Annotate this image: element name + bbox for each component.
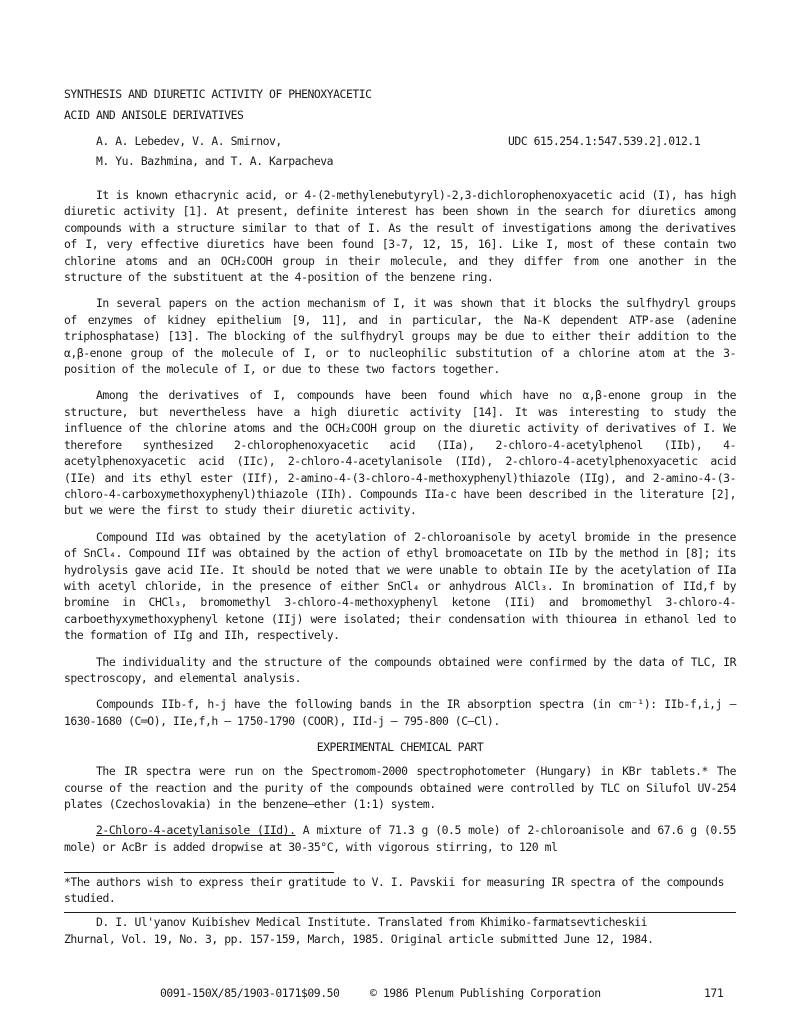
procedure-paragraph — [64, 822, 736, 855]
copyright: © 1986 Plenum Publishing Corporation — [370, 986, 601, 1000]
paragraph-5: The individuality and the structure of the compounds obtained were confirmed by the data of TLC, IR spectroscopy, and elemental analysis. — [64, 654, 736, 685]
paragraph-3: Among the derivatives of I, compounds have been found which have no α,β-enone group in the structure, but nevertheless have a high diuretic activity [14]. It was interesting to study the influence of the chlorine atoms and the OCH₂COOH group on the diuretic activity of derivatives of I. We therefore synthesized 2-chlorophenoxyacetic acid (IIa), 2-chloro-4-acetylphenol (IIb), 4-acetylphenoxyacetic acid (IIc), 2-chloro-4-acetylanisole (IId), 2-chloro-4-acetylphenoxyacetic acid (IIe) and its ethyl ester (IIf), 2-amino-4-(3-chloro-4-methoxyphenyl)thiazole (IIg), and 2-amino-4-(3-chloro-4-carboxymethoxyphenyl)thiazole (IIh). Compounds IIa-c have been described in the literature [2], but we were the first to study their diuretic activity. — [64, 388, 736, 518]
article-title — [64, 84, 372, 126]
paragraph-6: Compounds IIb-f, h-j have the following bands in the IR absorption spectra (in cm⁻¹): IIb-f,i,j — 1630-1680 (C═O), IIe,f,h — 1750-1790 (COOR), IId-j — 795-800 (C—Cl). — [64, 697, 736, 728]
paragraph-2: In several papers on the action mechanism of I, it was shown that it blocks the sulfhydryl groups of enzymes of kidney epithelium [9, 11], and in particular, the Na-K dependent ATP-ase (adenine triphosphatase) [13]. The blocking of the sulfhydryl groups may be due to either their addition to the α,β-enone group of the molecule of I, or to nucleophilic substitution of a chlorine atom at the 3-position of the molecule of I, or due to these two factors together. — [64, 296, 736, 377]
paragraph-1: It is known ethacrynic acid, or 4-(2-methylenebutyryl)-2,3-dichlorophenoxyacetic acid (I), has high diuretic activity [1]. At present, definite interest has been shown in the search for diuretics among compounds with a structure similar to that of I. As the result of investigations among the derivatives of I, very effective diuretics have been found [3-7, 12, 15, 16]. Like I, most of these contain two chlorine atoms and an OCH₂COOH group in their molecule, and they differ from one another in the structure of the substituent at the 4-position of the benzene ring. — [64, 188, 736, 285]
title-line-1: SYNTHESIS AND DIURETIC ACTIVITY OF PHENOXYACETIC — [64, 87, 372, 101]
procedure-text: A mixture of 71.3 g (0.5 mole) of 2-chloroanisole and 67.6 g (0.55 mole) or AcBr is added dropwise at 30-35°C, with vigorous stirring, to 120 ml — [64, 823, 736, 854]
publication-code: 0091-150X/85/1903-0171$09.50 — [160, 986, 340, 1000]
experimental-paragraph: The IR spectra were run on the Spectromom-2000 spectrophotometer (Hungary) in KBr tablets.* The course of the reaction and the purity of the compounds obtained were controlled by TLC on Silufol UV-254 plates (Czechoslovakia) in the benzene—ether (1:1) system. — [64, 764, 736, 811]
footnote: *The authors wish to express their gratitude to V. I. Pavskii for measuring IR spectra of the compounds studied. — [64, 875, 724, 905]
affiliation — [64, 914, 736, 947]
authors-line-1: A. A. Lebedev, V. A. Smirnov, — [96, 134, 282, 148]
procedure-heading: 2-Chloro-4-acetylanisole (IId). — [96, 823, 296, 838]
affiliation-rule — [64, 912, 736, 913]
section-heading: EXPERIMENTAL CHEMICAL PART — [316, 740, 484, 755]
authors — [96, 131, 333, 171]
title-line-2: ACID AND ANISOLE DERIVATIVES — [64, 108, 244, 122]
paragraph-4: Compound IId was obtained by the acetylation of 2-chloroanisole by acetyl bromide in the presence of SnCl₄. Compound IIf was obtained by the action of ethyl bromoacetate on IIb by the method in [8]; its hydrolysis gave acid IIe. It should be noted that we were unable to obtain IIe by the acetylation of IIa with acetyl chloride, in the presence of either SnCl₄ or anhydrous AlCl₃. In bromination of IId,f by bromine in CHCl₃, bromomethyl 3-chloro-4-methoxyphenyl ketone (IIi) and bromomethyl 3-chloro-4-carboethyxymethoxyphenyl ketone (IIj) were isolated; their condensation with thiourea in ethanol led to the formation of IIg and IIh, respectively. — [64, 529, 736, 643]
page-number: 171 — [704, 986, 724, 1000]
affiliation-line-1: D. I. Ul'yanov Kuibishev Medical Institute. Translated from Khimiko-farmatsevticheskii — [96, 915, 648, 929]
footnote-rule — [64, 872, 334, 873]
udc-code: UDC 615.254.1:547.539.2].012.1 — [508, 134, 701, 148]
affiliation-line-2: Zhurnal, Vol. 19, No. 3, pp. 157-159, March, 1985. Original article submitted June 12, 1984. — [64, 931, 654, 946]
article-body — [64, 187, 736, 865]
authors-line-2: M. Yu. Bazhmina, and T. A. Karpacheva — [96, 154, 334, 168]
